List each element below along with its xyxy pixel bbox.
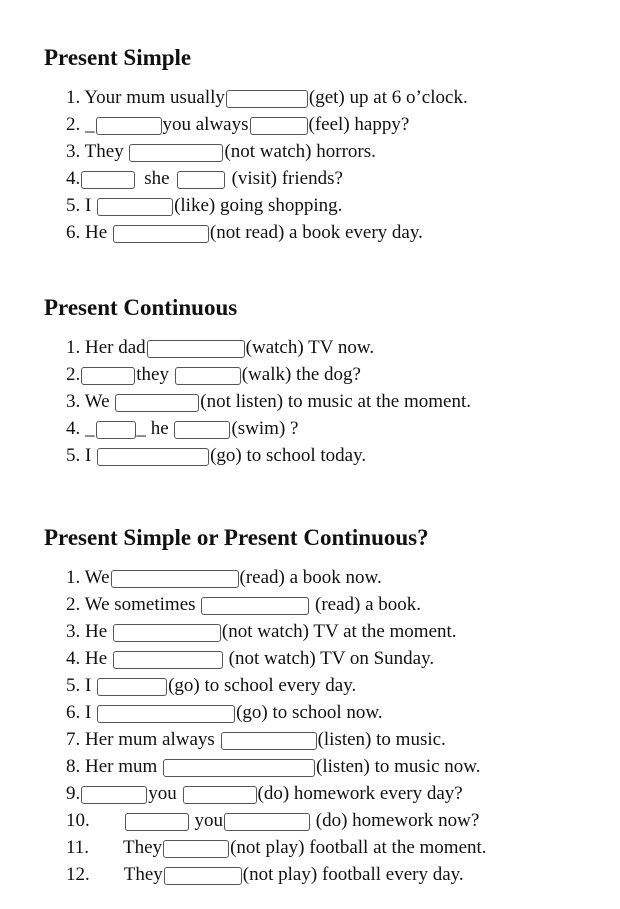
exercise-text: (visit) friends? — [231, 168, 343, 189]
exercise-text: you — [148, 783, 177, 804]
exercise-text: (watch) TV now. — [245, 337, 375, 358]
exercise-line — [66, 728, 446, 752]
exercise-text: 9. — [66, 783, 81, 804]
exercise-line — [66, 363, 361, 387]
exercise-text: 1. Your mum usually — [66, 87, 225, 108]
exercise-text: 4. _ — [66, 418, 95, 439]
exercise-line — [66, 809, 479, 833]
exercise-text: 12. — [66, 864, 90, 885]
exercise-text: (go) to school today. — [210, 445, 367, 466]
section-title-mixed: Present Simple or Present Continuous? — [44, 525, 429, 550]
answer-box[interactable] — [97, 678, 167, 696]
answer-box[interactable] — [226, 90, 308, 108]
exercise-text: (listen) to music now. — [316, 756, 481, 777]
answer-box[interactable] — [201, 597, 309, 615]
answer-box[interactable] — [81, 367, 135, 385]
exercise-text: 11. — [66, 837, 90, 858]
answer-box[interactable] — [97, 198, 173, 216]
exercise-line — [66, 417, 298, 441]
exercise-line — [66, 593, 421, 617]
exercise-text: 5. I — [66, 675, 92, 696]
answer-box[interactable] — [164, 867, 242, 885]
answer-box[interactable] — [125, 813, 189, 831]
exercise-line — [66, 444, 366, 468]
exercise-text: (read) a book. — [315, 594, 422, 615]
exercise-line — [66, 194, 342, 218]
section-title-present-continuous: Present Continuous — [44, 295, 238, 320]
exercise-text: (not watch) horrors. — [224, 141, 376, 162]
exercise-text: you — [194, 810, 223, 831]
exercise-text: (not play) football at the moment. — [230, 837, 487, 858]
exercise-text: (do) homework every day? — [257, 783, 463, 804]
exercise-text: 3. They — [66, 141, 124, 162]
exercise-text: (swim) ? — [231, 418, 299, 439]
exercise-text: (go) to school every day. — [168, 675, 357, 696]
exercise-line — [66, 113, 409, 137]
exercise-text: (not play) football every day. — [242, 864, 464, 885]
exercise-text: 1. Her dad — [66, 337, 146, 358]
exercise-line — [66, 336, 374, 360]
exercise-text: 8. Her mum — [66, 756, 158, 777]
exercise-line — [66, 647, 434, 671]
exercise-line — [66, 167, 343, 191]
exercise-text: 5. I — [66, 195, 92, 216]
exercise-line — [66, 140, 376, 164]
exercise-line — [66, 701, 383, 725]
exercise-text: 2. We sometimes — [66, 594, 196, 615]
exercise-line — [66, 221, 423, 245]
exercise-text: 4. He — [66, 648, 108, 669]
exercise-text: 6. He — [66, 222, 108, 243]
exercise-line — [66, 620, 457, 644]
answer-box[interactable] — [129, 144, 223, 162]
exercise-text: they — [136, 364, 169, 385]
answer-box[interactable] — [175, 367, 241, 385]
answer-box[interactable] — [113, 624, 221, 642]
answer-box[interactable] — [221, 732, 317, 750]
answer-box[interactable] — [81, 786, 147, 804]
answer-box[interactable] — [250, 117, 308, 135]
exercise-text: They — [123, 837, 163, 858]
exercise-text: 7. Her mum always — [66, 729, 215, 750]
exercise-line — [66, 782, 463, 806]
exercise-text: she — [144, 168, 170, 189]
exercise-line — [66, 755, 481, 779]
exercise-line — [66, 674, 356, 698]
exercise-text: (listen) to music. — [317, 729, 446, 750]
exercise-text: you always — [162, 114, 249, 135]
answer-box[interactable] — [81, 171, 135, 189]
answer-box[interactable] — [97, 448, 209, 466]
answer-box[interactable] — [183, 786, 257, 804]
section-title-present-simple: Present Simple — [44, 45, 192, 70]
answer-box[interactable] — [147, 340, 245, 358]
exercise-text: 5. I — [66, 445, 92, 466]
exercise-text: (not watch) TV on Sunday. — [228, 648, 435, 669]
exercise-line — [66, 566, 382, 590]
exercise-text: 6. I — [66, 702, 92, 723]
exercise-text: _ he — [136, 418, 169, 439]
answer-box[interactable] — [96, 421, 136, 439]
exercise-text: 3. He — [66, 621, 108, 642]
answer-box[interactable] — [115, 394, 199, 412]
exercise-text: (not read) a book every day. — [209, 222, 423, 243]
answer-box[interactable] — [113, 651, 223, 669]
exercise-text: (not watch) TV at the moment. — [221, 621, 457, 642]
exercise-text: They — [123, 864, 163, 885]
exercise-text: 2. — [66, 364, 81, 385]
answer-box[interactable] — [224, 813, 310, 831]
answer-box[interactable] — [113, 225, 209, 243]
exercise-text: 3. We — [66, 391, 110, 412]
exercise-text: (go) to school now. — [236, 702, 383, 723]
exercise-text: 10. — [66, 810, 90, 831]
exercise-line — [66, 390, 471, 414]
answer-box[interactable] — [163, 840, 229, 858]
answer-box[interactable] — [96, 117, 162, 135]
exercise-text: (like) going shopping. — [174, 195, 343, 216]
answer-box[interactable] — [177, 171, 225, 189]
exercise-text: (not listen) to music at the moment. — [200, 391, 471, 412]
answer-box[interactable] — [163, 759, 315, 777]
exercise-text: 2. _ — [66, 114, 95, 135]
exercise-text: (do) homework now? — [315, 810, 480, 831]
answer-box[interactable] — [174, 421, 230, 439]
exercise-line — [66, 86, 468, 110]
answer-box[interactable] — [97, 705, 235, 723]
exercise-text: 1. We — [66, 567, 110, 588]
exercise-line — [66, 836, 487, 860]
exercise-text: (get) up at 6 o’clock. — [308, 87, 468, 108]
answer-box[interactable] — [111, 570, 239, 588]
exercise-line — [66, 863, 464, 887]
exercise-text: (read) a book now. — [239, 567, 382, 588]
exercise-text: (walk) the dog? — [241, 364, 361, 385]
exercise-text: 4. — [66, 168, 81, 189]
exercise-text: (feel) happy? — [308, 114, 410, 135]
